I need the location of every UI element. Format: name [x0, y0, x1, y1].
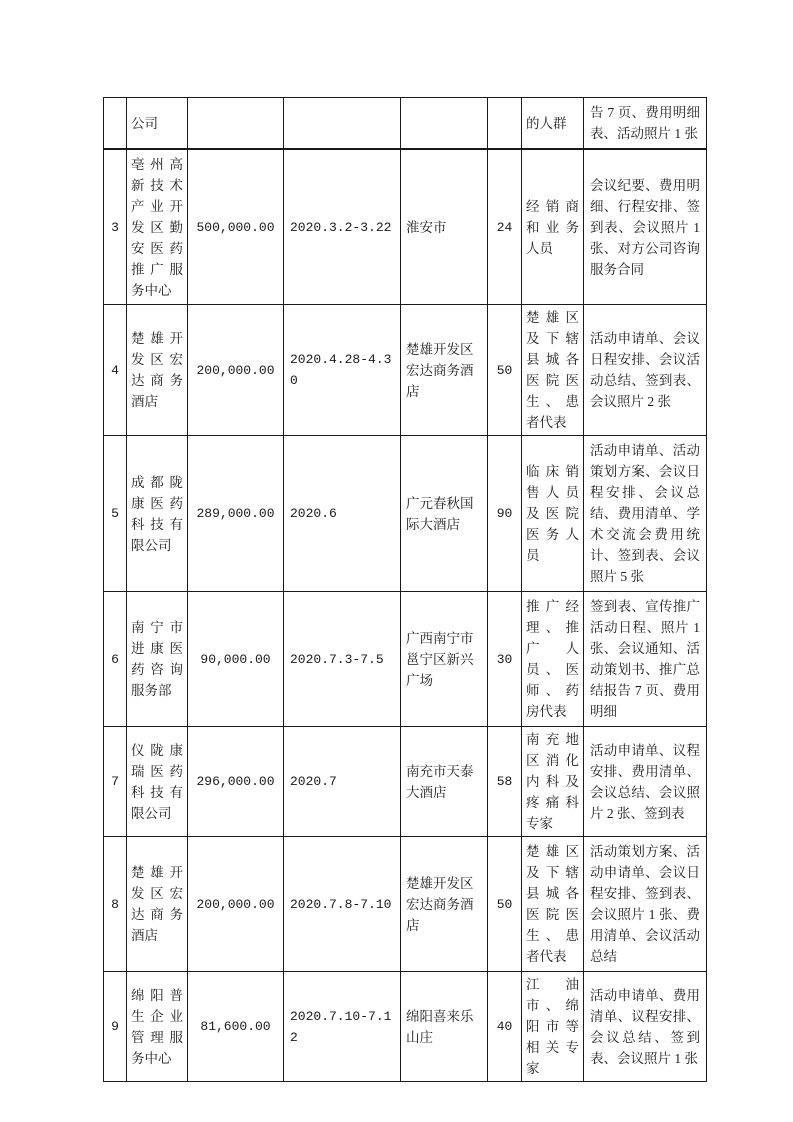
cell-amount: 90,000.00 [188, 592, 284, 727]
cell-amount [188, 98, 284, 150]
cell-attendee-count: 24 [488, 149, 522, 305]
cell-attendee-count: 50 [488, 837, 522, 972]
cell-amount: 200,000.00 [188, 305, 284, 436]
cell-location: 绵阳喜来乐山庄 [401, 972, 488, 1082]
table-row [104, 972, 707, 1082]
cell-location: 广元春秋国际大酒店 [401, 436, 488, 592]
table-row [104, 149, 707, 305]
cell-date: 2020.3.2-3.22 [284, 149, 401, 305]
table-row [104, 436, 707, 592]
cell-organization: 成都陇康医药科技有限公司 [127, 436, 188, 592]
cell-materials: 会议纪要、费用明细、行程安排、签到表、会议照片 1 张、对方公司咨询服务合同 [584, 149, 707, 305]
cell-organization: 绵阳普生企业管理服务中心 [127, 972, 188, 1082]
cell-attendee-count: 30 [488, 592, 522, 727]
cell-location: 广西南宁市邕宁区新兴广场 [401, 592, 488, 727]
cell-audience: 推广经理、推广人员、医师、药房代表 [522, 592, 584, 727]
cell-audience: 楚雄区及下辖县城各医院医生、患者代表 [522, 305, 584, 436]
cell-audience: 的人群 [522, 98, 584, 150]
cell-amount: 81,600.00 [188, 972, 284, 1082]
cell-materials: 活动策划方案、活动申请单、会议日程安排、签到表、会议照片 1 张、费用清单、会议活动总结 [584, 837, 707, 972]
cell-organization: 南宁市进康医药咨询服务部 [127, 592, 188, 727]
cell-row-number: 6 [104, 592, 127, 727]
cell-date: 2020.7.3-7.5 [284, 592, 401, 727]
cell-location: 楚雄开发区宏达商务酒店 [401, 837, 488, 972]
cell-row-number: 8 [104, 837, 127, 972]
cell-amount: 289,000.00 [188, 436, 284, 592]
cell-location: 淮安市 [401, 149, 488, 305]
cell-attendee-count: 50 [488, 305, 522, 436]
cell-organization: 仪陇康瑞医药科技有限公司 [127, 727, 188, 837]
cell-attendee-count: 58 [488, 727, 522, 837]
cell-row-number: 7 [104, 727, 127, 837]
cell-row-number: 5 [104, 436, 127, 592]
cell-row-number [104, 98, 127, 150]
cell-location: 楚雄开发区宏达商务酒店 [401, 305, 488, 436]
cell-row-number: 4 [104, 305, 127, 436]
cell-location: 南充市天泰大酒店 [401, 727, 488, 837]
cell-materials: 签到表、宣传推广活动日程、照片 1 张、会议通知、活动策划书、推广总结报告 7 页、费用明细 [584, 592, 707, 727]
table-row [104, 592, 707, 727]
cell-organization: 楚雄开发区宏达商务酒店 [127, 837, 188, 972]
cell-materials: 活动申请单、议程安排、费用清单、会议总结、会议照片 2 张、签到表 [584, 727, 707, 837]
cell-date: 2020.7.8-7.10 [284, 837, 401, 972]
cell-attendee-count: 40 [488, 972, 522, 1082]
cell-date: 2020.6 [284, 436, 401, 592]
cell-organization: 亳州高新技术产业开发区勤安医药推广服务中心 [127, 149, 188, 305]
cell-amount: 500,000.00 [188, 149, 284, 305]
cell-amount: 200,000.00 [188, 837, 284, 972]
table-row [104, 305, 707, 436]
cell-materials: 活动申请单、费用清单、议程安排、会议总结、签到表、会议照片 1 张 [584, 972, 707, 1082]
table-row [104, 727, 707, 837]
cell-attendee-count: 90 [488, 436, 522, 592]
cell-date [284, 98, 401, 150]
table-row [104, 837, 707, 972]
cell-row-number: 3 [104, 149, 127, 305]
cell-attendee-count [488, 98, 522, 150]
cell-audience: 经销商和业务人员 [522, 149, 584, 305]
cell-date: 2020.4.28-4.30 [284, 305, 401, 436]
cell-audience: 楚雄区及下辖县城各医院医生、患者代表 [522, 837, 584, 972]
cell-organization: 公司 [127, 98, 188, 150]
cell-date: 2020.7.10-7.12 [284, 972, 401, 1082]
cell-audience: 临床销售人员及医院医务人员 [522, 436, 584, 592]
cell-amount: 296,000.00 [188, 727, 284, 837]
cell-audience: 江油市、绵阳市等相关专家 [522, 972, 584, 1082]
cell-location [401, 98, 488, 150]
cell-date: 2020.7 [284, 727, 401, 837]
document-table [103, 97, 707, 1082]
table-row-continued [104, 98, 707, 150]
cell-organization: 楚雄开发区宏达商务酒店 [127, 305, 188, 436]
cell-row-number: 9 [104, 972, 127, 1082]
cell-materials: 告 7 页、费用明细表、活动照片 1 张 [584, 98, 707, 150]
cell-audience: 南充地区消化内科及疼痛科专家 [522, 727, 584, 837]
cell-materials: 活动申请单、活动策划方案、会议日程安排、会议总结、费用清单、学术交流会费用统计、签到表、会议照片 5 张 [584, 436, 707, 592]
cell-materials: 活动申请单、会议日程安排、会议活动总结、签到表、会议照片 2 张 [584, 305, 707, 436]
